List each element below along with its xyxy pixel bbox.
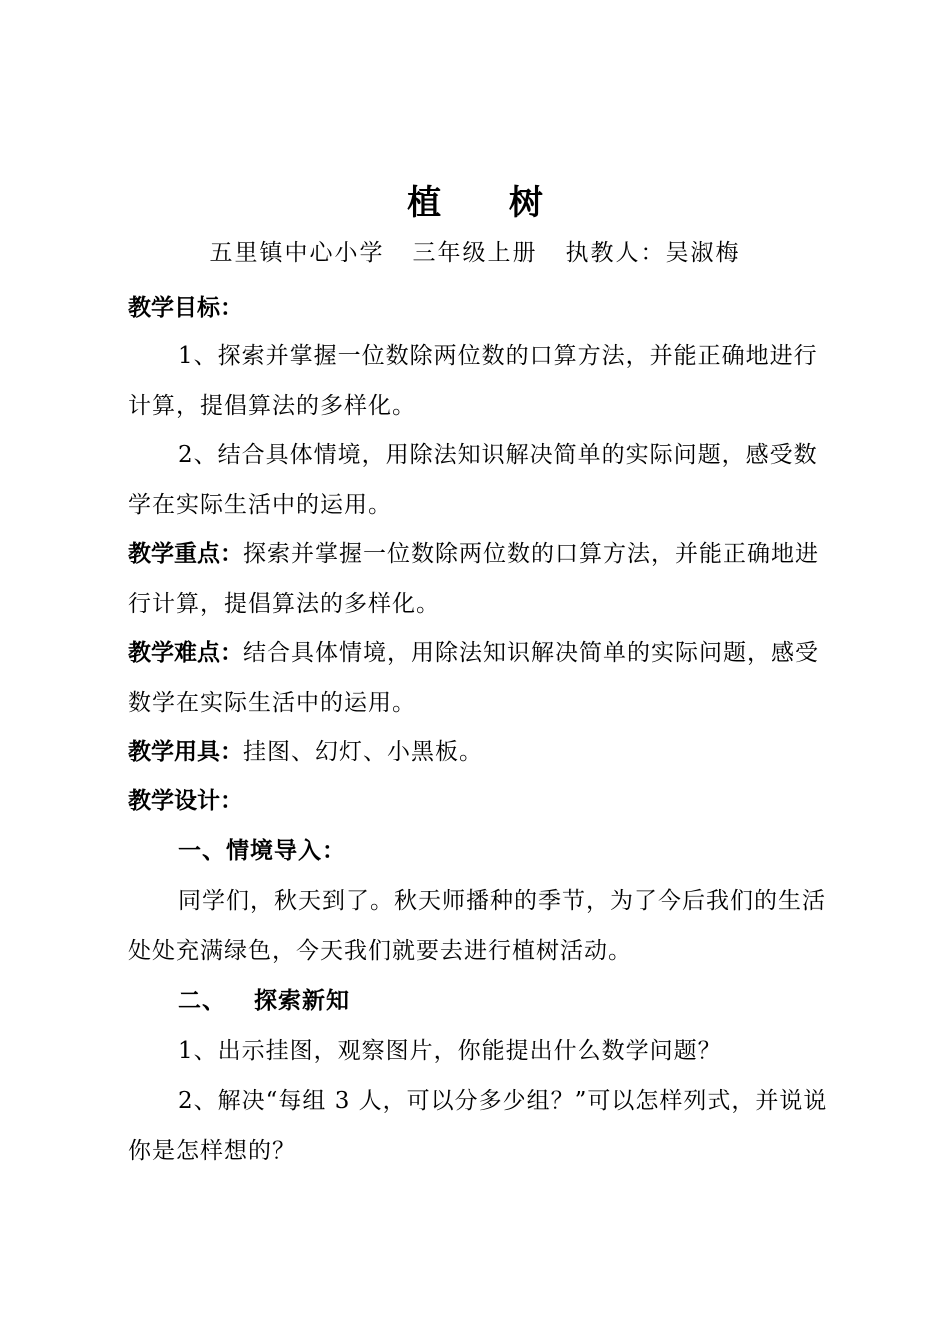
tools-text: 挂图、幻灯、小黑板。 [243, 739, 483, 765]
section-1-heading: 一、情境导入： [178, 838, 346, 864]
section-2-item-2: 2、解决“每组 3 人，可以分多少组？”可以怎样列式，并说说你是怎样想的？ [128, 1088, 828, 1164]
section-2-heading: 探索新知 [254, 988, 350, 1014]
objective-item-2: 2、结合具体情境，用除法知识解决简单的实际问题，感受数学在实际生活中的运用。 [128, 442, 818, 518]
tools-block [128, 727, 833, 777]
page-title: 植 树 [407, 183, 571, 223]
section-2-item-1: 1、出示挂图，观察图片，你能提出什么数学问题？ [178, 1038, 722, 1064]
key-point-text: 探索并掌握一位数除两位数的口算方法，并能正确地进行计算，提倡算法的多样化。 [128, 541, 819, 617]
design-block [128, 776, 833, 826]
objectives-label-block [128, 283, 833, 333]
section-1-heading-block [128, 826, 833, 876]
design-label: 教学设计： [128, 788, 243, 814]
difficulty-label: 教学难点： [128, 640, 243, 666]
school-name: 五里镇中心小学 [209, 240, 385, 266]
grade-level: 三年级上册 [412, 240, 538, 266]
difficulty-block [128, 628, 833, 728]
tools-label: 教学用具： [128, 739, 243, 765]
section-2-heading-block [128, 976, 833, 1026]
key-point-block [128, 529, 833, 629]
objective-item-1: 1、探索并掌握一位数除两位数的口算方法，并能正确地进行计算，提倡算法的多样化。 [128, 343, 818, 419]
section-1-text: 同学们，秋天到了。秋天师播种的季节，为了今后我们的生活处处充满绿色，今天我们就要去进行植树活动。 [128, 888, 826, 964]
key-point-label: 教学重点： [128, 541, 243, 567]
section-2-number: 二、 [178, 988, 226, 1014]
byline [0, 234, 950, 272]
objectives-label: 教学目标： [128, 295, 243, 321]
difficulty-text: 结合具体情境，用除法知识解决简单的实际问题，感受数学在实际生活中的运用。 [128, 640, 819, 716]
teacher-name: 执教人：吴淑梅 [565, 240, 741, 266]
